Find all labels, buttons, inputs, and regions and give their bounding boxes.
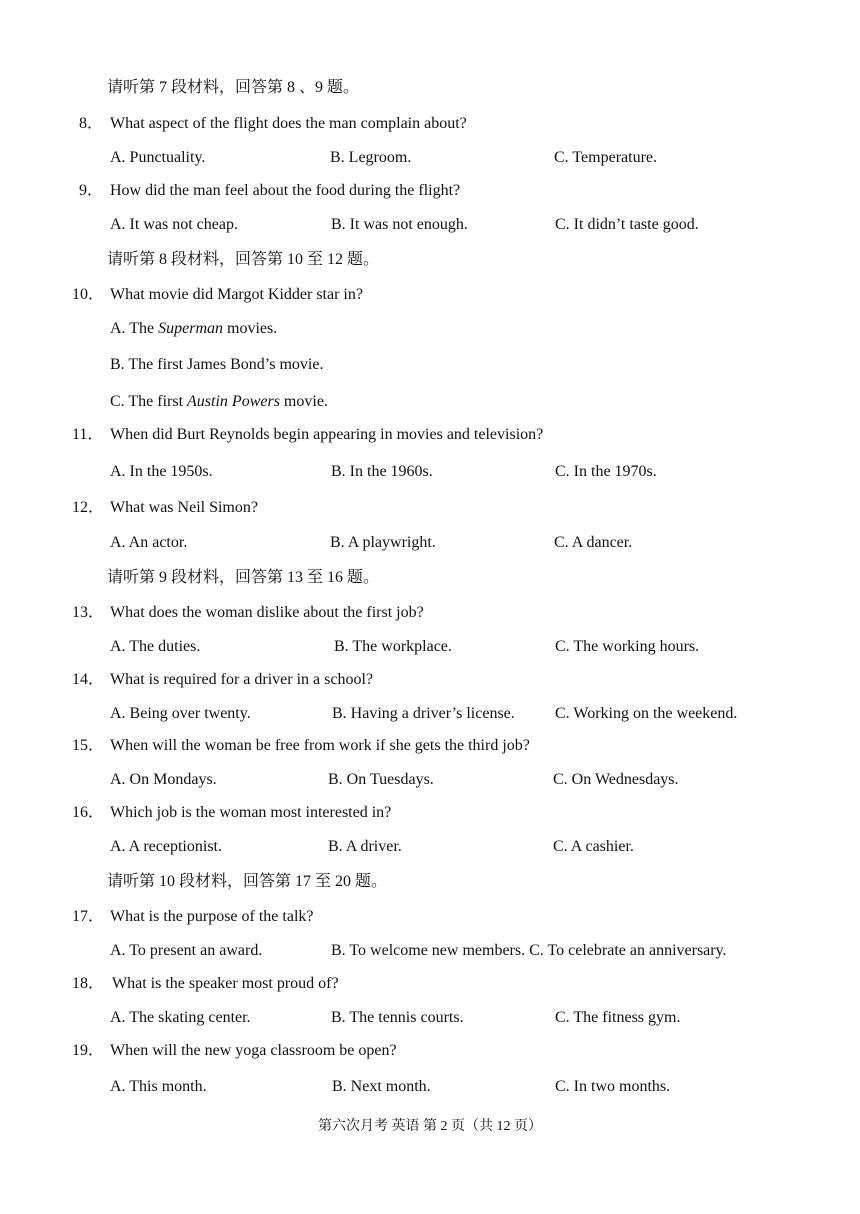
section-instruction: 请听第 9 段材料，回答第 13 至 16 题。 bbox=[107, 569, 380, 586]
option-a bbox=[110, 319, 277, 339]
question-number: 15． bbox=[72, 737, 105, 754]
question-text: What is required for a driver in a school? bbox=[110, 671, 374, 688]
option-b: B. In the 1960s. bbox=[331, 463, 433, 480]
option-a: A. Being over twenty. bbox=[110, 705, 251, 722]
question-number: 14． bbox=[72, 671, 105, 688]
question-text: What was Neil Simon? bbox=[110, 499, 258, 516]
section-instruction: 请听第 8 段材料，回答第 10 至 12 题。 bbox=[107, 251, 380, 268]
option-a: A. On Mondays. bbox=[110, 771, 217, 788]
section-instruction: 请听第 10 段材料，回答第 17 至 20 题。 bbox=[107, 873, 388, 890]
option-b-c: B. To welcome new members. C. To celebrate an anniversary. bbox=[331, 942, 727, 959]
option-b: B. Next month. bbox=[332, 1078, 431, 1095]
option-b: B. The tennis courts. bbox=[331, 1009, 464, 1026]
question-number: 19． bbox=[72, 1042, 105, 1059]
option-c: C. It didn’t taste good. bbox=[555, 216, 699, 233]
option-b: B. On Tuesdays. bbox=[328, 771, 434, 788]
option-a: A. The skating center. bbox=[110, 1009, 251, 1026]
question-text: When will the woman be free from work if she gets the third job? bbox=[110, 737, 530, 754]
option-a: A. In the 1950s. bbox=[110, 463, 213, 480]
option-b: B. A driver. bbox=[328, 838, 402, 855]
question-text: What does the woman dislike about the first job? bbox=[110, 604, 424, 621]
option-b: B. The first James Bond’s movie. bbox=[110, 356, 324, 373]
option-a-suffix: movies. bbox=[223, 320, 278, 337]
option-c: C. A dancer. bbox=[554, 534, 633, 551]
question-text: What aspect of the flight does the man complain about? bbox=[110, 115, 467, 132]
question-number: 8． bbox=[79, 115, 104, 132]
question-text: What movie did Margot Kidder star in? bbox=[110, 286, 363, 303]
option-c: C. Temperature. bbox=[554, 149, 657, 166]
option-a-title: Superman bbox=[158, 320, 224, 337]
option-c: C. On Wednesdays. bbox=[553, 771, 679, 788]
option-a: A. To present an award. bbox=[110, 942, 263, 959]
question-text: What is the purpose of the talk? bbox=[110, 908, 314, 925]
option-c: C. A cashier. bbox=[553, 838, 634, 855]
option-a: A. Punctuality. bbox=[110, 149, 206, 166]
question-number: 10． bbox=[72, 286, 105, 303]
option-b: B. Having a driver’s license. bbox=[332, 705, 515, 722]
option-c: C. The working hours. bbox=[555, 638, 700, 655]
question-text: What is the speaker most proud of? bbox=[112, 975, 339, 992]
question-number: 12． bbox=[72, 499, 105, 516]
option-b: B. It was not enough. bbox=[331, 216, 468, 233]
option-b: B. Legroom. bbox=[330, 149, 412, 166]
question-number: 9． bbox=[79, 182, 104, 199]
option-b: B. The workplace. bbox=[334, 638, 452, 655]
option-c: C. In the 1970s. bbox=[555, 463, 657, 480]
page-footer: 第六次月考 英语 第 2 页（共 12 页） bbox=[318, 1119, 542, 1134]
option-a: A. An actor. bbox=[110, 534, 188, 551]
option-c: C. The fitness gym. bbox=[555, 1009, 681, 1026]
section-instruction: 请听第 7 段材料，回答第 8 、9 题。 bbox=[107, 79, 360, 96]
option-c: C. In two months. bbox=[555, 1078, 671, 1095]
option-c-title: Austin Powers bbox=[187, 393, 280, 410]
option-a: A. This month. bbox=[110, 1078, 207, 1095]
question-number: 13． bbox=[72, 604, 105, 621]
question-text: When did Burt Reynolds begin appearing in movies and television? bbox=[110, 426, 544, 443]
question-number: 11． bbox=[72, 426, 104, 443]
option-c-prefix: C. The first bbox=[110, 393, 188, 410]
option-a: A. The duties. bbox=[110, 638, 201, 655]
option-a: A. It was not cheap. bbox=[110, 216, 238, 233]
question-text: When will the new yoga classroom be open? bbox=[110, 1042, 397, 1059]
option-c-suffix: movie. bbox=[279, 393, 328, 410]
question-text: How did the man feel about the food during the flight? bbox=[110, 182, 461, 199]
question-number: 18． bbox=[72, 975, 105, 992]
option-a-prefix: A. The bbox=[110, 320, 159, 337]
option-b: B. A playwright. bbox=[330, 534, 436, 551]
question-number: 16． bbox=[72, 804, 105, 821]
option-a: A. A receptionist. bbox=[110, 838, 222, 855]
option-c: C. Working on the weekend. bbox=[555, 705, 738, 722]
question-text: Which job is the woman most interested in? bbox=[110, 804, 392, 821]
question-number: 17． bbox=[72, 908, 105, 925]
option-c bbox=[110, 392, 328, 412]
